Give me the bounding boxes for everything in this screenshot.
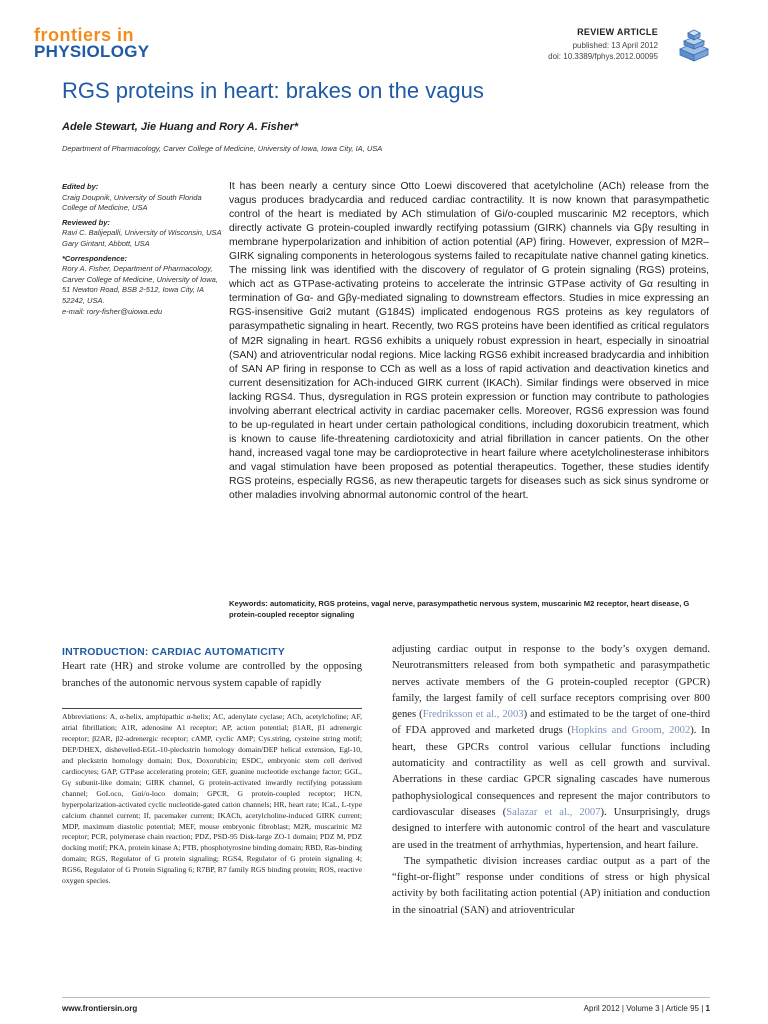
- issue-details: April 2012 | Volume 3 | Article 95 |: [583, 1004, 704, 1013]
- correspondence-email[interactable]: e-mail: rory-fisher@uiowa.edu: [62, 306, 163, 316]
- editor: Craig Doupnik, University of South Florida College of Medicine, USA: [62, 192, 202, 213]
- abstract: [229, 180, 709, 503]
- body-paragraph-2: The sympathetic division increases cardiac output as a part of the “fight-or-flight” response under conditions of stress or high physical activity by both facilitating action potential (AP) initiation and conduction in the sinoatrial (SAN) and atrioventricular: [392, 855, 710, 916]
- footnote-divider: [62, 708, 362, 709]
- doi: doi: 10.3389/fphys.2012.00095: [548, 52, 658, 61]
- citation-link[interactable]: Hopkins and Groom, 2002: [571, 725, 691, 737]
- affiliation: Department of Pharmacology, Carver College of Medicine, University of Iowa, Iowa City, IA, USA: [62, 144, 383, 153]
- journal-url[interactable]: www.frontiersin.org: [62, 1004, 138, 1013]
- body-text: ). In heart, these GPCRs control various cellular functions including automaticity and contractility as well as cell growth and survival. Aberrations in these cardiac GPCR signaling cascades have numerous pathophysiological consequences and represent the major contributors to cardiovascular diseases (: [392, 725, 710, 818]
- reviewer-1: Ravi C. Balijepalli, University of Wisconsin, USA: [62, 228, 222, 238]
- body-text: ) and estimated to be the target of one-third of FDA approved and marketed drugs (: [392, 709, 710, 737]
- editorial-sidebar: [62, 182, 222, 317]
- issue-info: [584, 1004, 710, 1013]
- article-type: REVIEW ARTICLE: [577, 27, 658, 37]
- body-paragraph-1: [392, 642, 710, 854]
- keywords: [229, 599, 709, 620]
- correspondence-address: Rory A. Fisher, Department of Pharmacology, Carver College of Medicine, University of Iowa, 51 Newton Road, BSB 2-512, Iowa City, IA 52242, USA.: [62, 264, 218, 305]
- author-list: Adele Stewart, Jie Huang and Rory A. Fisher*: [62, 121, 299, 133]
- body-left-column: [62, 659, 362, 692]
- intro-paragraph: Heart rate (HR) and stroke volume are controlled by the opposing branches of the autonomic nervous system capable of rapidly: [62, 661, 362, 689]
- keywords-label: Keywords:: [229, 599, 268, 608]
- body-text: adjusting cardiac output in response to the body’s oxygen demand. Neurotransmitters released from both sympathetic and parasympathetic nerves activate members of the G protein-coupled receptor (GPCR) family, the largest family of cell surface receptors comprising over 800 genes (: [392, 644, 710, 721]
- physiology-cube-icon: [672, 23, 712, 63]
- reviewed-by-label: Reviewed by:: [62, 217, 110, 227]
- journal-logo-frontiers: frontiers in: [34, 25, 135, 45]
- abstract-text: It has been nearly a century since Otto Loewi discovered that acetylcholine (ACh) release from the vagus produces bradycardia and reduced cardiac contractility. It is now known that parasympathetic control of the heart is mediated by ACh stimulation of Gi/o-coupled muscarinic M2 receptors, which directly activate G protein-coupled inwardly rectifying potassium (GIRK) channels via Gβγ resulting in membrane hyperpolarization and inhibition of action potential (AP) firing. However, expression of M2R–GIRK signaling components in heterologous systems failed to recapitulate native channel gating kinetics. The missing link was identified with the discovery of regulator of G protein signaling (RGS) proteins, which act as GTPase-activating proteins to accelerate the intrinsic GTPase activity of Gα resulting in termination of Gα- and Gβγ-mediated signaling to downstream effectors. Studies in mice expressing an RGS-insensitive Gαi2 mutant (G184S) implicated endogenous RGS proteins as key regulators of parasympathetic signaling in heart. Recently, two RGS proteins have been identified as critical regulators of M2R signaling in heart. RGS6 exhibits a uniquely robust expression in heart, especially in sinoatrial (SAN) and atrioventricular nodal regions. Mice lacking RGS6 exhibit increased bradycardia and inhibition of SAN AP firing in response to CCh as well as a loss of rapid activation and deactivation kinetics and current desensitization for ACh-induced GIRK current (IKACh). Similar findings were observed in mice lacking RGS4. Thus, dysregulation in RGS protein expression or function may contribute to pathologies involving aberrant electrical activity in cardiac pacemaker cells. Moreover, RGS6 expression was found to be up-regulated in heart under certain pathological conditions, including doxorubicin treatment, which is known to cause life-threatening cardiotoxicity and atrial fibrillation in cancer patients. On the other hand, increased vagal tone may be cardioprotective in heart failure where acetylcholinesterase inhibitors and vagal stimulation have been proposed as potential therapeutics. Together, these studies identify RGS proteins, especially RGS6, as new therapeutic targets for diseases such as sick sinus syndrome or other maladies involving abnormal autonomic control of the heart.: [229, 181, 709, 502]
- body-text: ). Unsurprisingly, drugs designed to interfere with autonomic control of the heart and vasculature are used in the treatment of arrhythmias, hypertension, and heart failure.: [392, 806, 710, 851]
- section-heading: INTRODUCTION: CARDIAC AUTOMATICITY: [62, 646, 286, 658]
- edited-by-label: Edited by:: [62, 182, 99, 191]
- published-date: published: 13 April 2012: [572, 41, 658, 50]
- citation-link[interactable]: Salazar et al., 2007: [506, 806, 601, 818]
- body-right-column: [392, 642, 710, 919]
- reviewer-2: Gary Gintant, Abbott, USA: [62, 238, 150, 248]
- keywords-list: automaticity, RGS proteins, vagal nerve, parasympathetic nervous system, muscarinic M2 receptor, heart disease, G protein-coupled receptor signaling: [229, 599, 690, 619]
- article-title: RGS proteins in heart: brakes on the vagus: [62, 78, 484, 103]
- abbreviations-text: Abbreviations: A, α-helix, amphipathic α-helix; AC, adenylate cyclase; ACh, acetylcholine; AF, atrial fibrillation; A1R, adenosine A1 receptor; AP, action potential; β1AR, β1 adrenergic receptor; β2AR, β2-adrenergic receptor; cAMP, cyclic AMP; Cys.string, cysteine string motif; DEP/DHEX, dishevelled-EGL-10-pleckstrin homology domain/DEP helical extension, Egl-10, and pleckstrin homology domain; Dox, Doxorubicin; ESDC, embryonic stem cell derived cardiocytes; GAP, GTPase accelerating protein; GEF, guanine nucleotide exchange factor; GGL, Gγ subunit-like domain; GIRK channel, G protein-activated inwardly rectifying potassium channel; GoLoco, Gαi/o-loco domain; GPCR, G protein-coupled receptor; HCN, hyperpolarization-activated cyclic nucleotide-gated cation channels; HR, heart rate; ICaL, L-type calcium channel current; If, pacemaker current; IKACh, acetylcholine-induced GIRK current; MDP, maximum diastolic potential; MEF, mouse embryonic fibroblast; M2R, muscarinic M2 receptor; PCR, polymerase chain reaction; PDZ, PSD-95 Disk-large ZO-1 domain; PDZ M, PDZ docking motif; PKA, protein kinase A; PTB, phosphotyrosine binding domain; RBD, Ras-binding domain; RGS, Regulator of G protein signaling; RGS4, Regulator of G protein signaling 4; RGS6, Regulator of G Protein Signaling 6; R7BP, R7 family RGS binding protein; ROS, reactive oxygen species.: [62, 712, 362, 886]
- journal-logo-name: PHYSIOLOGY: [34, 42, 150, 61]
- footer-divider: [62, 997, 710, 998]
- citation-link[interactable]: Fredriksson et al., 2003: [422, 709, 524, 721]
- correspondence-label: *Correspondence:: [62, 253, 128, 263]
- abbreviations-footnote: [62, 712, 362, 887]
- page-number: 1: [705, 1004, 710, 1013]
